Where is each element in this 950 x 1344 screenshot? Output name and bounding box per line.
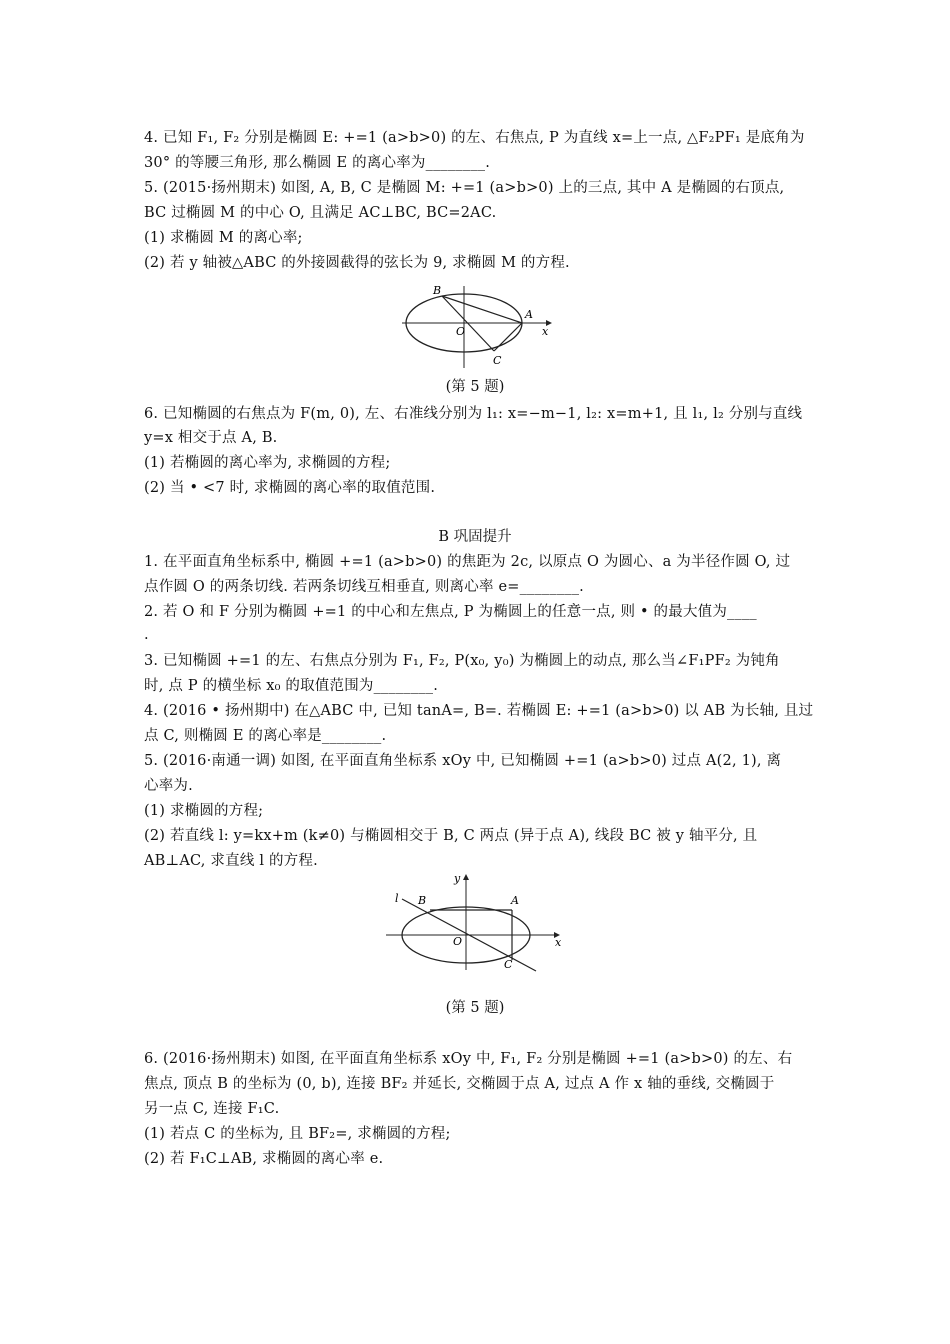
b-problem-1-line-2: 点作圆 O 的两条切线. 若两条切线互相垂直, 则离心率 e=________. — [144, 579, 584, 595]
problem-4-line-1: 4. 已知 F₁, F₂ 分别是椭圆 E: +=1 (a>b>0) 的左、右焦点, P 为直线 x=上一点, △F₂PF₁ 是底角为 — [144, 130, 805, 146]
b-problem-2-line-1: 2. 若 O 和 F 分别为椭圆 +=1 的中心和左焦点, P 为椭圆上的任意一点, 则 • 的最大值为____ — [144, 604, 757, 620]
b-problem-4-line-2: 点 C, 则椭圆 E 的离心率是________. — [144, 728, 387, 744]
figure-2-caption: (第 5 题) — [445, 1000, 505, 1016]
b-problem-5-part-1: (1) 求椭圆的方程; — [144, 803, 264, 819]
figure-1-caption: (第 5 题) — [445, 379, 505, 395]
b-problem-1-line-1: 1. 在平面直角坐标系中, 椭圆 +=1 (a>b>0) 的焦距为 2c, 以原点 O 为圆心、a 为半径作圆 O, 过 — [144, 554, 791, 570]
problem-5-line-2: BC 过椭圆 M 的中心 O, 且满足 AC⊥BC, BC=2AC. — [144, 205, 497, 221]
b-problem-6-line-2: 焦点, 顶点 B 的坐标为 (0, b), 连接 BF₂ 并延长, 交椭圆于点 A, 过点 A 作 x 轴的垂线, 交椭圆于 — [144, 1076, 775, 1092]
y-axis-arrow — [463, 874, 469, 880]
label-y: y — [454, 872, 461, 885]
label-C: C — [504, 958, 513, 971]
label-O: O — [453, 935, 463, 948]
label-B: B — [433, 284, 442, 297]
label-x: x — [555, 936, 562, 949]
b-problem-3-line-2: 时, 点 P 的横坐标 x₀ 的取值范围为________. — [144, 678, 439, 694]
b-problem-3-line-1: 3. 已知椭圆 +=1 的左、右焦点分别为 F₁, F₂, P(x₀, y₀) 为椭圆上的动点, 那么当∠F₁PF₂ 为钝角 — [144, 653, 780, 669]
label-B: B — [418, 894, 427, 907]
b-problem-2-line-2: . — [144, 627, 149, 643]
section-b-title: B 巩固提升 — [438, 529, 512, 545]
problem-4-line-2: 30° 的等腰三角形, 那么椭圆 E 的离心率为________. — [144, 155, 491, 171]
label-O: O — [456, 325, 466, 338]
problem-6-part-1: (1) 若椭圆的离心率为, 求椭圆的方程; — [144, 455, 391, 471]
label-A: A — [511, 894, 519, 907]
b-problem-6-line-3: 另一点 C, 连接 F₁C. — [144, 1101, 280, 1117]
label-l: l — [395, 892, 399, 905]
label-C: C — [493, 354, 502, 367]
problem-5-part-2: (2) 若 y 轴被△ABC 的外接圆截得的弦长为 9, 求椭圆 M 的方程. — [144, 255, 570, 271]
ellipse-figure-1 — [396, 280, 556, 372]
ellipse-figure-2 — [382, 866, 572, 974]
b-problem-5-part-2-line-2: AB⊥AC, 求直线 l 的方程. — [144, 853, 318, 869]
label-A: A — [525, 308, 533, 321]
b-problem-4-line-1: 4. (2016 • 扬州期中) 在△ABC 中, 已知 tanA=, B=. 若椭圆 E: +=1 (a>b>0) 以 AB 为长轴, 且过 — [144, 703, 814, 719]
problem-6-part-2: (2) 当 • <7 时, 求椭圆的离心率的取值范围. — [144, 480, 436, 496]
problem-6-line-2: y=x 相交于点 A, B. — [144, 430, 278, 446]
b-problem-6-part-1: (1) 若点 C 的坐标为, 且 BF₂=, 求椭圆的方程; — [144, 1126, 451, 1142]
b-problem-5-line-1: 5. (2016·南通一调) 如图, 在平面直角坐标系 xOy 中, 已知椭圆 +=1 (a>b>0) 过点 A(2, 1), 离 — [144, 753, 782, 769]
problem-6-line-1: 6. 已知椭圆的右焦点为 F(m, 0), 左、右准线分别为 l₁: x=−m−1, l₂: x=m+1, 且 l₁, l₂ 分别与直线 — [144, 406, 803, 422]
segment-CA — [494, 323, 522, 351]
problem-5-line-1: 5. (2015·扬州期末) 如图, A, B, C 是椭圆 M: +=1 (a>b>0) 上的三点, 其中 A 是椭圆的右顶点, — [144, 180, 785, 196]
b-problem-6-line-1: 6. (2016·扬州期末) 如图, 在平面直角坐标系 xOy 中, F₁, F₂ 分别是椭圆 +=1 (a>b>0) 的左、右 — [144, 1051, 793, 1067]
label-x: x — [542, 325, 549, 338]
b-problem-6-part-2: (2) 若 F₁C⊥AB, 求椭圆的离心率 e. — [144, 1151, 384, 1167]
b-problem-5-part-2-line-1: (2) 若直线 l: y=kx+m (k≠0) 与椭圆相交于 B, C 两点 (异于点 A), 线段 BC 被 y 轴平分, 且 — [144, 828, 758, 844]
problem-5-part-1: (1) 求椭圆 M 的离心率; — [144, 230, 303, 246]
b-problem-5-line-2: 心率为. — [144, 778, 193, 794]
